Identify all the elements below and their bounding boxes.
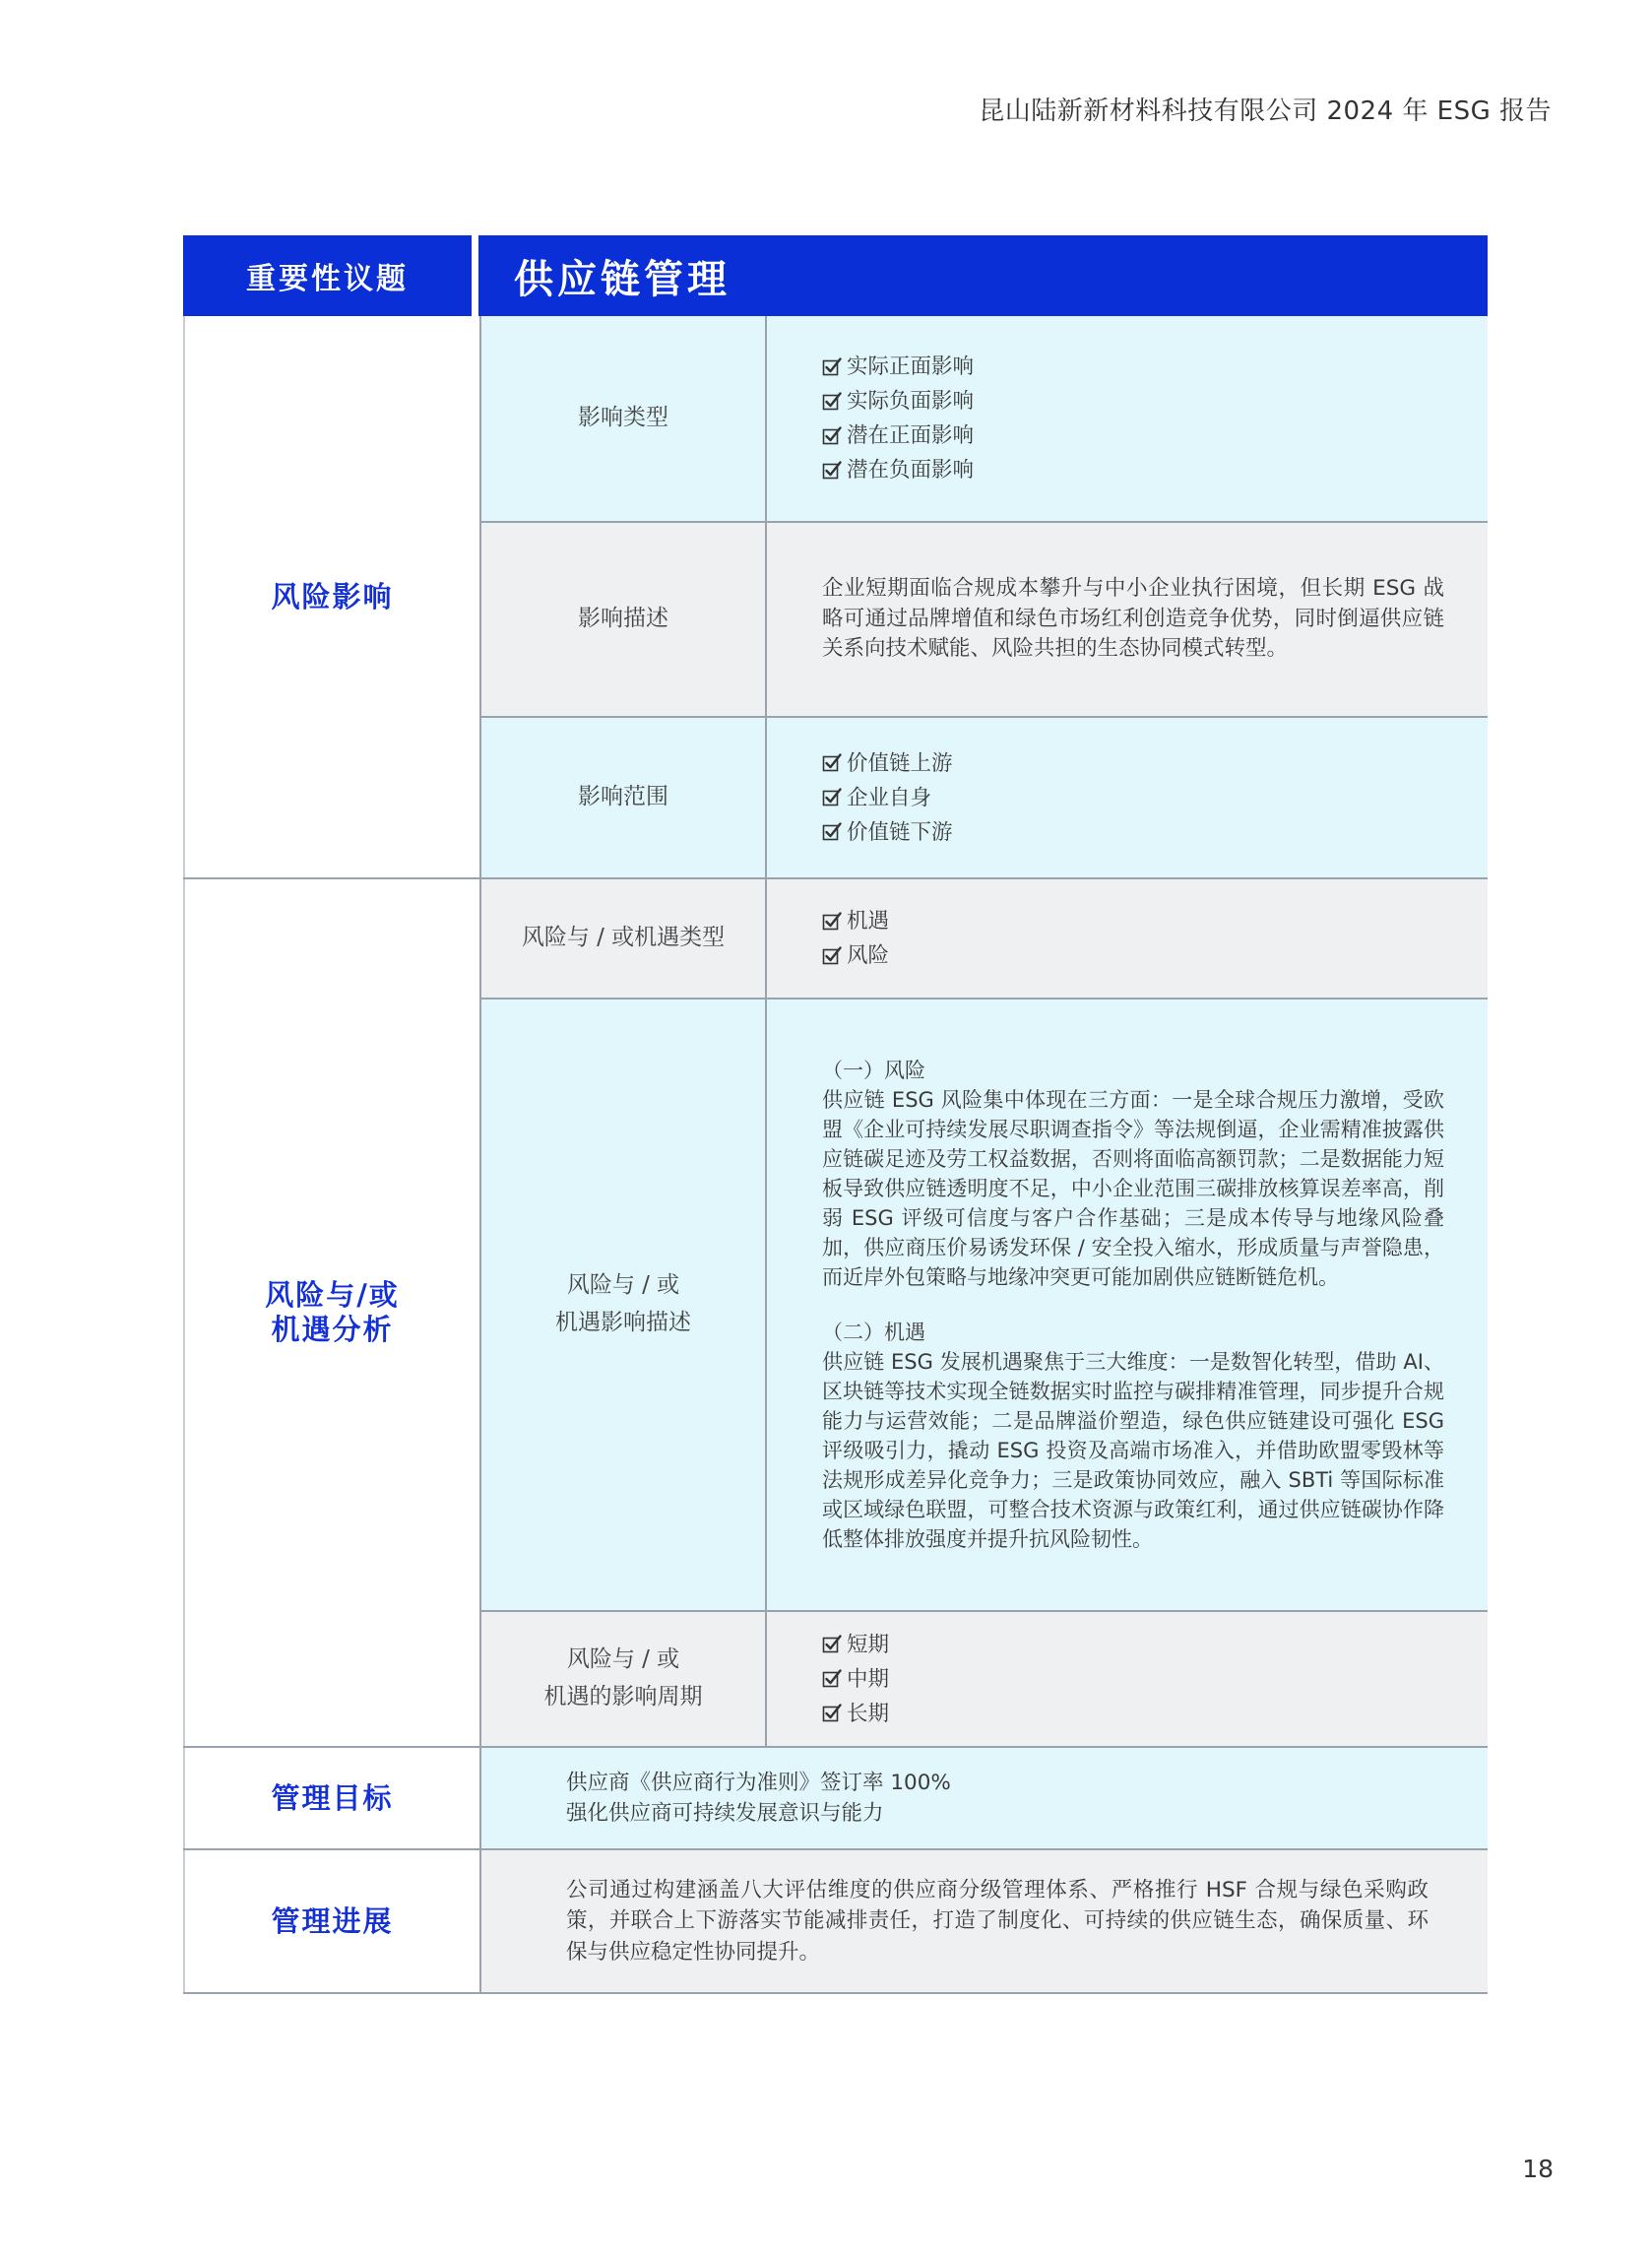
checklist-item-label: 企业自身 [847, 785, 932, 810]
section-risk-impact [183, 316, 1488, 879]
row-risk-opp-period [481, 1612, 1488, 1746]
section-mgmt-goal [183, 1748, 1488, 1850]
checklist-item [822, 384, 1444, 419]
checklist-item [822, 938, 1444, 973]
checklist-item [822, 419, 1444, 453]
checked-box-icon [822, 461, 842, 481]
checked-box-icon [822, 1669, 842, 1689]
checked-box-icon [822, 912, 842, 932]
row-impact-desc [481, 523, 1488, 718]
checked-box-icon [822, 1704, 842, 1723]
header-cell-topic: 重要性议题 [183, 235, 472, 316]
label-risk-opp-desc-line1: 风险与 / 或 [566, 1272, 680, 1299]
checked-box-icon [822, 1635, 842, 1654]
checklist-item-label: 中期 [847, 1666, 890, 1692]
opportunity-text: 供应链 ESG 发展机遇聚焦于三大维度：一是数智化转型，借助 AI、区块链等技术实现全链数据实时监控与碳排精准管理，同步提升合规能力与运营效能；二是品牌溢价塑造，绿色供应链建设可强化 ESG 评级吸引力，撬动 ESG 投资及高端市场准入，并借助欧盟零毁林等法规形成差异化竞争力；三是政策协同效应，融入 SBTi 等国际标准或区域绿色联盟，可整合技术资源与政策红利，通过供应链碳协作降低整体排放强度并提升抗风险韧性。 [822, 1350, 1444, 1552]
checklist-item-label: 价值链上游 [847, 750, 953, 776]
row-risk-opp-desc [481, 1000, 1488, 1612]
checklist-impact-scope [767, 718, 1488, 877]
checklist-item-label: 潜在正面影响 [847, 423, 975, 448]
section-risk-opportunity [183, 879, 1488, 1748]
checklist-item-label: 长期 [847, 1701, 890, 1726]
checked-box-icon [822, 946, 842, 966]
checklist-item [822, 350, 1444, 384]
risk-text: 供应链 ESG 风险集中体现在三方面：一是全球合规压力激增，受欧盟《企业可持续发展尽职调查指令》等法规倒逼，企业需精准披露供应链碳足迹及劳工权益数据，否则将面临高额罚款；二是数据能力短板导致供应链透明度不足，中小企业范围三碳排放核算误差率高，削弱 ESG 评级可信度与客户合作基础；三是成本传导与地缘风险叠加，供应商压价易诱发环保 / 安全投入缩水，形成质量与声誉隐患，而近岸外包策略与地缘冲突更可能加剧供应链断链危机。 [822, 1087, 1444, 1289]
checklist-item-label: 价值链下游 [847, 819, 953, 845]
mgmt-goal-lines [481, 1748, 1488, 1848]
checked-box-icon [822, 753, 842, 773]
checklist-item [822, 1662, 1444, 1697]
row-risk-opp-type [481, 879, 1488, 1000]
checklist-item-label: 机遇 [847, 909, 890, 934]
checklist-item [822, 453, 1444, 487]
label-impact-desc: 影响描述 [481, 523, 767, 716]
opportunity-heading: （二）机遇 [822, 1321, 925, 1344]
checklist-item [822, 781, 1444, 815]
label-impact-type: 影响类型 [481, 316, 767, 521]
checklist-period [767, 1612, 1488, 1746]
label-risk-opp-type: 风险与 / 或机遇类型 [481, 879, 767, 998]
checklist-item-label: 短期 [847, 1632, 890, 1657]
section-title-risk-opp-line1: 风险与/或 [265, 1278, 400, 1313]
goal-line: 供应商《供应商行为准则》签订率 100% [566, 1770, 951, 1795]
checked-box-icon [822, 788, 842, 807]
checklist-item-label: 实际负面影响 [847, 389, 975, 414]
checklist-impact-type [767, 316, 1488, 521]
impact-desc-text: 企业短期面临合规成本攀升与中小企业执行困境，但长期 ESG 战略可通过品牌增值和绿色市场红利创造竞争优势，同时倒逼供应链关系向技术赋能、风险共担的生态协同模式转型。 [822, 576, 1444, 662]
checklist-item [822, 746, 1444, 781]
materiality-table [183, 235, 1488, 1994]
goal-line: 强化供应商可持续发展意识与能力 [566, 1801, 884, 1826]
checklist-item [822, 1628, 1444, 1662]
header-cell-supply-chain: 供应链管理 [478, 235, 1488, 316]
risk-heading: （一）风险 [822, 1058, 925, 1082]
label-period-line2: 机遇的影响周期 [543, 1684, 703, 1709]
checklist-item [822, 1697, 1444, 1731]
checklist-item-label: 实际正面影响 [847, 355, 975, 379]
checked-box-icon [822, 822, 842, 842]
checklist-item [822, 815, 1444, 850]
checked-box-icon [822, 357, 842, 377]
checked-box-icon [822, 392, 842, 412]
row-impact-scope [481, 718, 1488, 877]
checklist-item-label: 风险 [847, 943, 890, 968]
section-mgmt-progress [183, 1850, 1488, 1994]
section-title-risk-opp-line2: 机遇分析 [271, 1313, 394, 1346]
table-header-row [183, 235, 1488, 316]
checked-box-icon [822, 426, 842, 446]
row-impact-type [481, 316, 1488, 523]
section-title-risk-impact: 风险影响 [183, 316, 481, 877]
page-number: 18 [1522, 2155, 1554, 2183]
section-title-mgmt-goal: 管理目标 [183, 1748, 481, 1848]
checklist-item-label: 潜在负面影响 [847, 458, 975, 483]
label-impact-scope: 影响范围 [481, 718, 767, 877]
mgmt-progress-text: 公司通过构建涵盖八大评估维度的供应商分级管理体系、严格推行 HSF 合规与绿色采购政策，并联合上下游落实节能减排责任，打造了制度化、可持续的供应链生态，确保质量、环保与供应稳定性协同提升。 [566, 1877, 1429, 1965]
report-header-title: 昆山陆新新材料科技有限公司 2024 年 ESG 报告 [979, 97, 1552, 126]
label-risk-opp-desc-line2: 机遇影响描述 [555, 1310, 691, 1335]
checklist-item [822, 904, 1444, 938]
label-period-line1: 风险与 / 或 [566, 1646, 680, 1673]
section-title-mgmt-progress: 管理进展 [183, 1850, 481, 1992]
checklist-risk-opp-type [767, 879, 1488, 998]
